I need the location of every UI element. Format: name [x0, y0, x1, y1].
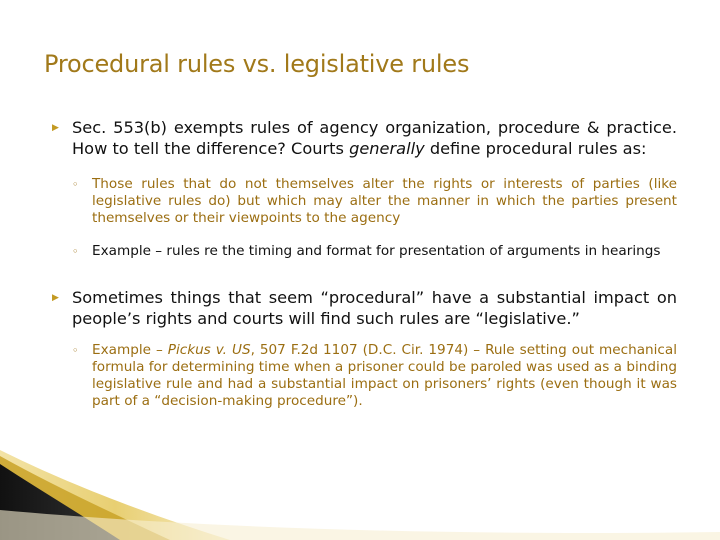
bullet-2-text: Sometimes things that seem “procedural” have a substantial impact on people’s rights and courts will find such rules are “legislative.”: [72, 288, 677, 328]
circle-bullet-icon: ◦: [72, 344, 79, 357]
sub-bullet-2-1-text-b: , 507 F.2d 1107 (D.C. Cir. 1974) – Rule setting out mechanical formula for determining time when a prisoner could be paroled was used as a binding legislative rule and had a substantial impact on prisoners’ rights (even though it was part of a “decision-making procedure”).: [92, 342, 677, 409]
triangle-bullet-icon: ▶: [52, 123, 59, 133]
bullet-1-text-a: Sec. 553(b) exempts rules of agency organization, procedure & practice. How to tell the difference? Courts: [72, 118, 677, 158]
triangle-bullet-icon: ▶: [52, 293, 59, 303]
bullet-2: [51, 288, 677, 329]
sub-bullet-1-1-text: Those rules that do not themselves alter the rights or interests of parties (like legislative rules do) but which may alter the manner in which the parties present themselves or their viewpoints to the agency: [92, 176, 677, 226]
sub-bullet-2-1-text-a: Example –: [92, 342, 168, 358]
decorative-swoosh: [0, 450, 720, 540]
sub-bullet-2-1: [51, 342, 677, 410]
sub-bullet-1-2: [51, 243, 677, 260]
bullet-1-emphasis: generally: [349, 138, 425, 158]
sub-bullet-2-1-emphasis: Pickus v. US: [167, 342, 251, 358]
sub-bullet-1-1: [51, 176, 677, 227]
bullet-1: [51, 118, 677, 159]
circle-bullet-icon: ◦: [72, 245, 79, 258]
sub-bullet-1-2-text: Example – rules re the timing and format for presentation of arguments in hearings: [92, 243, 661, 259]
circle-bullet-icon: ◦: [72, 178, 79, 191]
slide-title: Procedural rules vs. legislative rules: [44, 50, 470, 78]
slide-body: [51, 118, 677, 426]
bullet-1-text-b: define procedural rules as:: [424, 138, 647, 158]
